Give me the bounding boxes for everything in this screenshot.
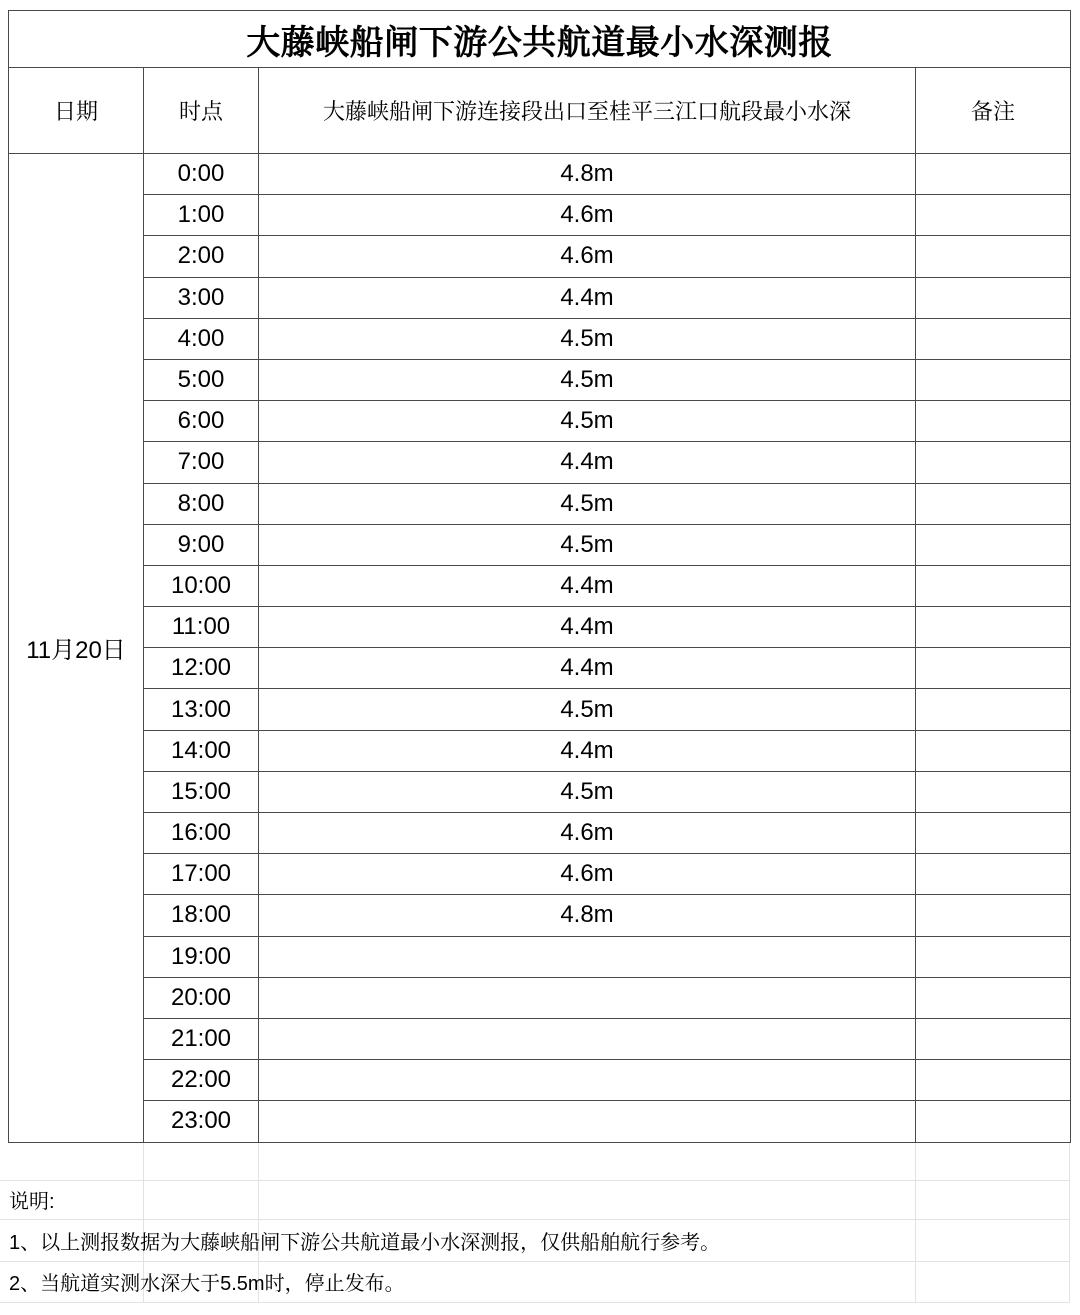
table-row [9, 154, 1071, 195]
table-row [9, 895, 1071, 936]
depth-cell: 4.5m [259, 771, 916, 812]
time-cell: 14:00 [144, 730, 259, 771]
time-cell: 13:00 [144, 689, 259, 730]
remark-cell [916, 648, 1071, 689]
remark-cell [916, 977, 1071, 1018]
notes-area [0, 1143, 1070, 1303]
depth-cell [259, 936, 916, 977]
time-cell: 2:00 [144, 236, 259, 277]
remark-cell [916, 1101, 1071, 1142]
time-cell: 0:00 [144, 154, 259, 195]
depth-cell: 4.5m [259, 318, 916, 359]
depth-cell [259, 977, 916, 1018]
water-depth-report-table [8, 10, 1071, 1143]
table-row [9, 813, 1071, 854]
table-row [9, 401, 1071, 442]
remark-cell [916, 1060, 1071, 1101]
table-row [9, 565, 1071, 606]
report-title: 大藤峡船闸下游公共航道最小水深测报 [9, 11, 1071, 68]
remark-cell [916, 895, 1071, 936]
time-cell: 9:00 [144, 524, 259, 565]
remark-cell [916, 854, 1071, 895]
remark-cell [916, 936, 1071, 977]
remark-cell [916, 771, 1071, 812]
depth-cell: 4.8m [259, 154, 916, 195]
time-cell: 19:00 [144, 936, 259, 977]
spacer-row [0, 1143, 1070, 1181]
remark-cell [916, 277, 1071, 318]
time-cell: 3:00 [144, 277, 259, 318]
table-row [9, 1018, 1071, 1059]
table-row [9, 730, 1071, 771]
table-row [9, 442, 1071, 483]
notes-label: 说明: [0, 1181, 1070, 1220]
remark-cell [916, 607, 1071, 648]
remark-cell [916, 442, 1071, 483]
table-row [9, 318, 1071, 359]
table-row [9, 977, 1071, 1018]
time-cell: 11:00 [144, 607, 259, 648]
note-item-2: 2、当航道实测水深大于5.5m时，停止发布。 [0, 1262, 1070, 1303]
remark-cell [916, 565, 1071, 606]
table-row [9, 1060, 1071, 1101]
time-cell: 22:00 [144, 1060, 259, 1101]
time-cell: 18:00 [144, 895, 259, 936]
col-header-time: 时点 [144, 68, 259, 154]
depth-cell: 4.8m [259, 895, 916, 936]
remark-cell [916, 730, 1071, 771]
time-cell: 10:00 [144, 565, 259, 606]
remark-cell [916, 813, 1071, 854]
col-header-date: 日期 [9, 68, 144, 154]
depth-cell: 4.4m [259, 607, 916, 648]
time-cell: 23:00 [144, 1101, 259, 1142]
depth-cell: 4.4m [259, 730, 916, 771]
table-row [9, 854, 1071, 895]
table-row [9, 359, 1071, 400]
remark-cell [916, 154, 1071, 195]
table-row [9, 689, 1071, 730]
col-header-depth: 大藤峡船闸下游连接段出口至桂平三江口航段最小水深 [259, 68, 916, 154]
table-row [9, 607, 1071, 648]
col-header-remark: 备注 [916, 68, 1071, 154]
time-cell: 12:00 [144, 648, 259, 689]
table-row [9, 236, 1071, 277]
time-cell: 7:00 [144, 442, 259, 483]
remark-cell [916, 236, 1071, 277]
depth-cell: 4.6m [259, 195, 916, 236]
remark-cell [916, 524, 1071, 565]
table-row [9, 195, 1071, 236]
table-row [9, 771, 1071, 812]
remark-cell [916, 359, 1071, 400]
note-item-1: 1、以上测报数据为大藤峡船闸下游公共航道最小水深测报，仅供船舶航行参考。 [0, 1220, 1070, 1262]
time-cell: 6:00 [144, 401, 259, 442]
time-cell: 1:00 [144, 195, 259, 236]
depth-cell: 4.5m [259, 483, 916, 524]
remark-cell [916, 401, 1071, 442]
remark-cell [916, 1018, 1071, 1059]
time-cell: 8:00 [144, 483, 259, 524]
table-row [9, 524, 1071, 565]
depth-cell [259, 1018, 916, 1059]
depth-cell: 4.5m [259, 359, 916, 400]
header-row [9, 68, 1071, 154]
remark-cell [916, 318, 1071, 359]
depth-cell: 4.5m [259, 401, 916, 442]
table-row [9, 483, 1071, 524]
date-cell: 11月20日 [9, 154, 144, 1143]
depth-cell: 4.4m [259, 565, 916, 606]
table-row [9, 277, 1071, 318]
depth-cell: 4.5m [259, 524, 916, 565]
time-cell: 20:00 [144, 977, 259, 1018]
time-cell: 21:00 [144, 1018, 259, 1059]
depth-cell: 4.6m [259, 813, 916, 854]
remark-cell [916, 689, 1071, 730]
depth-cell: 4.6m [259, 236, 916, 277]
depth-cell: 4.4m [259, 277, 916, 318]
depth-cell [259, 1060, 916, 1101]
depth-cell: 4.6m [259, 854, 916, 895]
table-row [9, 1101, 1071, 1142]
time-cell: 15:00 [144, 771, 259, 812]
time-cell: 16:00 [144, 813, 259, 854]
remark-cell [916, 195, 1071, 236]
depth-cell: 4.4m [259, 442, 916, 483]
table-row [9, 648, 1071, 689]
depth-cell: 4.4m [259, 648, 916, 689]
title-row [9, 11, 1071, 68]
time-cell: 4:00 [144, 318, 259, 359]
depth-cell [259, 1101, 916, 1142]
table-row [9, 936, 1071, 977]
remark-cell [916, 483, 1071, 524]
time-cell: 5:00 [144, 359, 259, 400]
time-cell: 17:00 [144, 854, 259, 895]
depth-cell: 4.5m [259, 689, 916, 730]
